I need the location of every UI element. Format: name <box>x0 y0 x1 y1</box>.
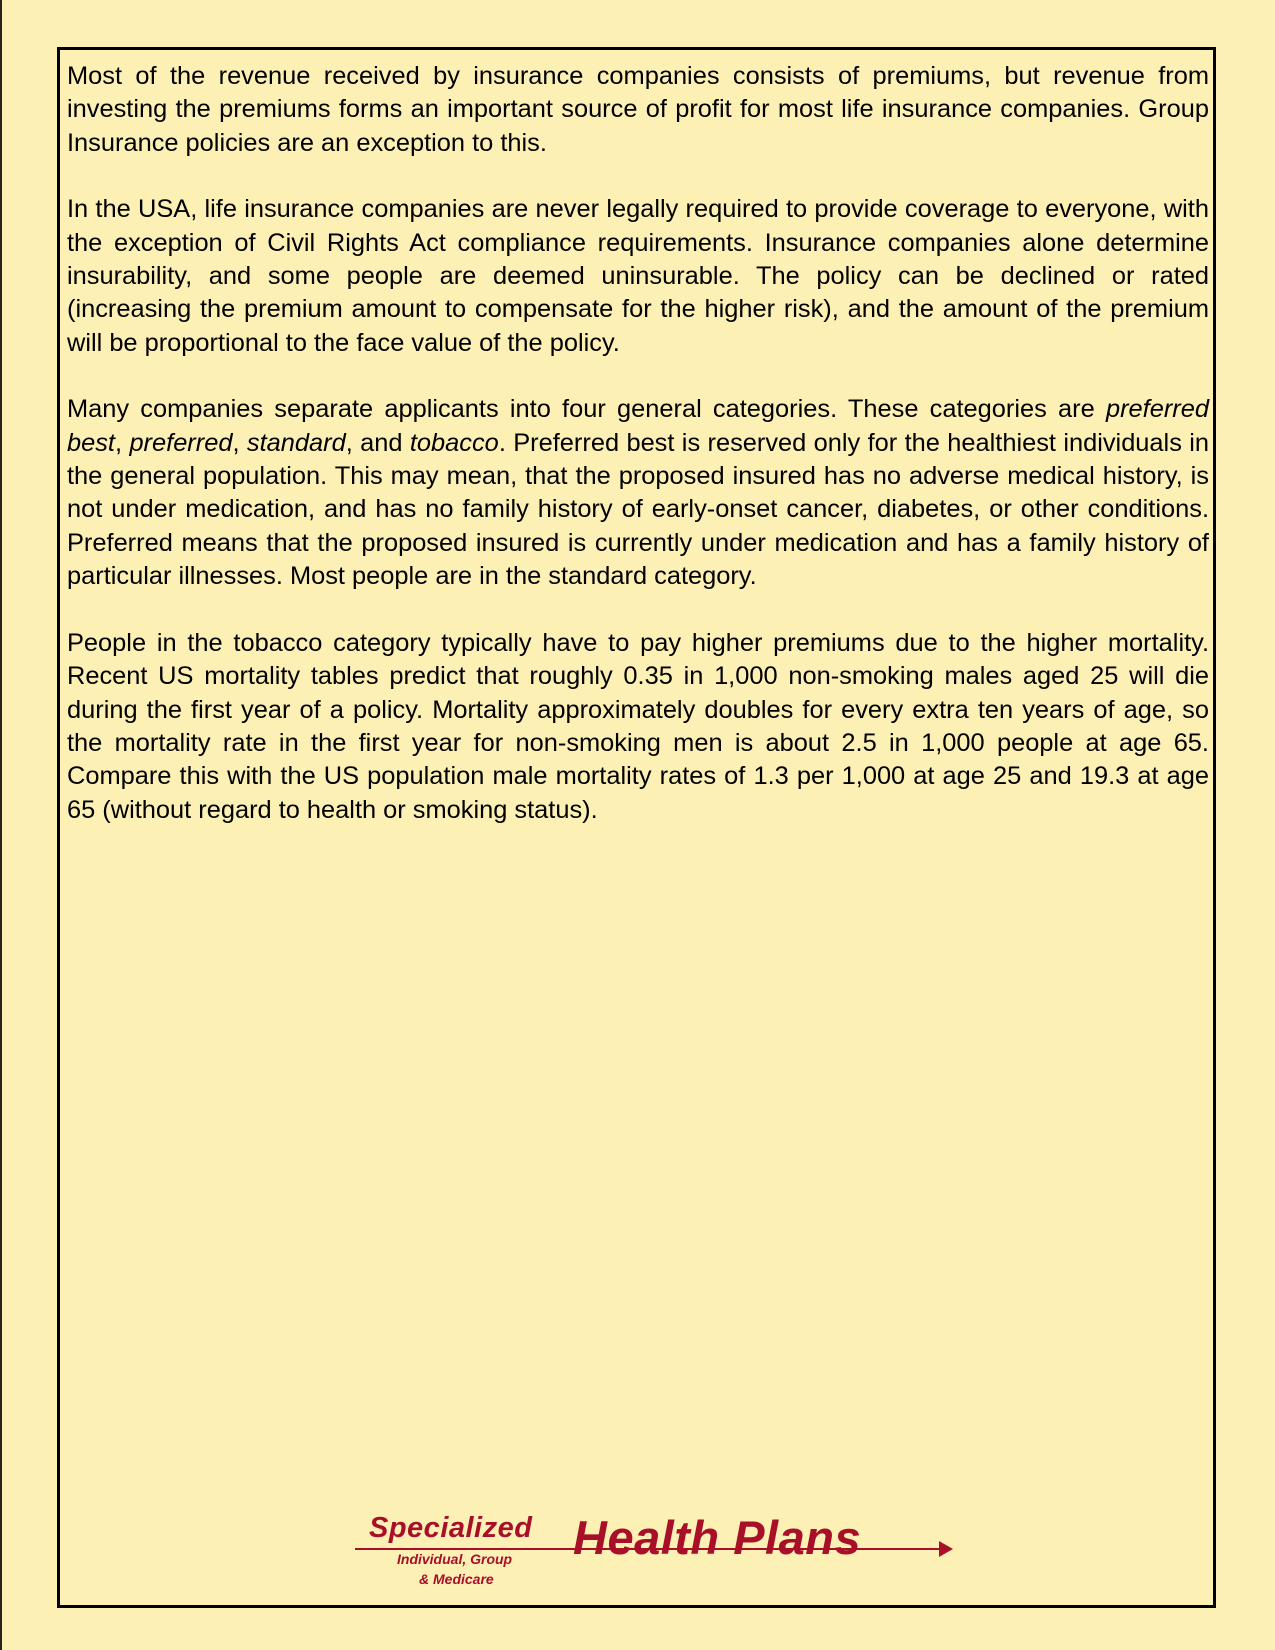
paragraph-insurability: In the USA, life insurance companies are never legally required to provide coverage to everyone, with the exception of Civil Rights Act compliance requirements. Insurance companies alone determine insurability, and some people are deemed uninsurable. The policy can be declined or rated (increasing the premium amount to compensate for the higher risk), and the amount of the premium will be proportional to the face value of the policy. <box>67 195 1209 357</box>
category-preferred: preferred <box>129 428 233 457</box>
page-edge-rule <box>0 0 2 1650</box>
categories-rest: . Preferred best is reserved only for the healthiest individuals in the general population. This may mean, that the proposed insured has no adverse medical history, is not under medication, and has no family history of early-onset cancer, diabetes, or other conditions. Preferred means that the proposed insured is currently under medication and has a family history of particular illnesses. Most people are in the standard category. <box>67 428 1210 591</box>
paragraph-mortality: People in the tobacco category typically have to pay higher premiums due to the higher mortality. Recent US mortality tables predict that roughly 0.35 in 1,000 non-smoking males aged 25 will die during the first year of a policy. Mortality approximately doubles for every extra ten years of age, so the mortality rate in the first year for non-smoking men is about 2.5 in 1,000 people at age 65. Compare this with the US population male mortality rates of 1.3 per 1,000 at age 25 and 19.3 at age 65 (without regard to health or smoking status). <box>67 628 1209 824</box>
category-separator: , <box>232 428 247 457</box>
logo-specialized-text: Specialized <box>369 1512 533 1544</box>
logo-subtitle-line1: Individual, Group <box>397 1551 513 1567</box>
category-separator: , <box>115 428 130 457</box>
categories-intro: Many companies separate applicants into four general categories. These categories are <box>67 395 1106 424</box>
paragraph-categories <box>67 393 1209 593</box>
logo-subtitle-line2: & Medicare <box>419 1571 494 1587</box>
article-body <box>67 60 1209 860</box>
logo-arrow-icon <box>939 1541 953 1557</box>
category-tobacco: tobacco <box>409 428 499 457</box>
paragraph-revenue: Most of the revenue received by insurance companies consists of premiums, but revenue from investing the premiums forms an important source of profit for most life insurance companies. Group Insurance policies are an exception to this. <box>67 62 1209 157</box>
category-separator: , and <box>345 428 410 457</box>
category-preferred-best: preferred best <box>67 395 1209 457</box>
specialized-health-plans-logo <box>355 1512 955 1592</box>
category-standard: standard <box>246 428 346 457</box>
logo-health-plans-text: Health Plans <box>573 1511 862 1564</box>
